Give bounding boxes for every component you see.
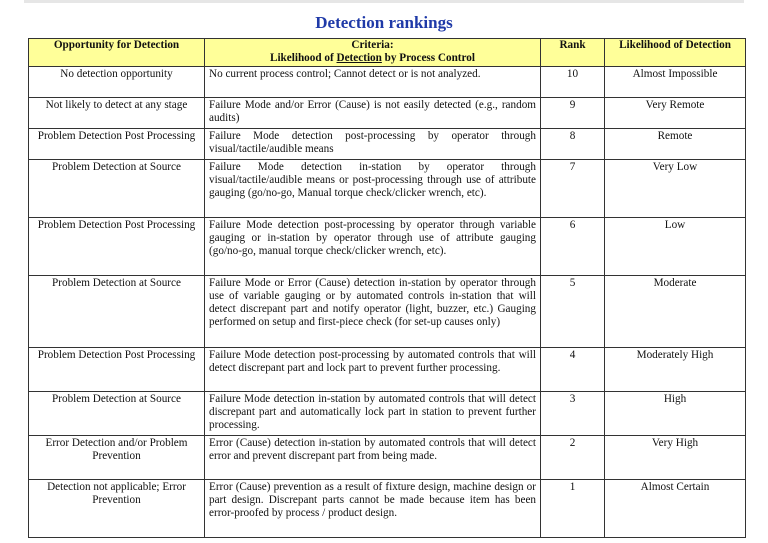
cell-criteria: Failure Mode detection post-processing by operator through visual/tactile/audible means (205, 129, 541, 160)
table-row (29, 480, 746, 538)
header-criteria-emphasis: Detection (336, 51, 382, 64)
cell-criteria: Failure Mode detection in-station by automated controls that will detect discrepant part and automatically lock part in station to prevent further processing. (205, 392, 541, 436)
cell-rank: 3 (541, 392, 605, 436)
cell-opportunity: No detection opportunity (29, 67, 205, 98)
page-title: Detection rankings (315, 13, 453, 32)
detection-rankings-table (28, 38, 746, 538)
cell-criteria: Failure Mode detection post-processing by operator through variable gauging or in-station by operator through use of attribute gauging (go/no-go, manual torque check/clicker wrench, etc). (205, 218, 541, 276)
cell-rank: 1 (541, 480, 605, 538)
cell-criteria: Failure Mode or Error (Cause) detection in-station by operator through use of variable gauging or by automated controls in-station that will detect discrepant part and notify operator (light, buzzer, etc.) Gauging performed on setup and first-piece check (for set-up causes only) (205, 276, 541, 348)
top-divider (24, 0, 744, 3)
cell-rank: 2 (541, 436, 605, 480)
cell-rank: 10 (541, 67, 605, 98)
cell-likelihood: Almost Certain (605, 480, 746, 538)
cell-opportunity: Problem Detection Post Processing (29, 129, 205, 160)
table-row (29, 392, 746, 436)
table-header-row (29, 39, 746, 67)
cell-likelihood: Very Low (605, 160, 746, 218)
header-criteria-line2: Likelihood of Detection by Process Control (269, 51, 475, 64)
table-row (29, 129, 746, 160)
header-opportunity-label: Opportunity for Detection (53, 39, 180, 51)
table-row (29, 276, 746, 348)
header-criteria (205, 39, 541, 67)
cell-opportunity: Problem Detection at Source (29, 276, 205, 348)
header-rank-label: Rank (559, 39, 586, 51)
header-rank (541, 39, 605, 67)
cell-opportunity: Problem Detection at Source (29, 392, 205, 436)
header-likelihood-label: Likelihood of Detection (619, 39, 731, 51)
cell-likelihood: Moderately High (605, 348, 746, 392)
table-row (29, 218, 746, 276)
cell-rank: 4 (541, 348, 605, 392)
table-row (29, 160, 746, 218)
cell-opportunity: Detection not applicable; Error Prevention (29, 480, 205, 538)
cell-opportunity: Error Detection and/or Problem Prevention (29, 436, 205, 480)
cell-likelihood: Remote (605, 129, 746, 160)
cell-rank: 9 (541, 98, 605, 129)
header-likelihood (605, 39, 746, 67)
cell-criteria: Failure Mode detection post-processing by automated controls that will detect discrepant part and lock part to prevent further processing. (205, 348, 541, 392)
cell-likelihood: Moderate (605, 276, 746, 348)
table-row (29, 348, 746, 392)
cell-rank: 8 (541, 129, 605, 160)
cell-criteria: Error (Cause) prevention as a result of fixture design, machine design or part design. Discrepant parts cannot be made because item has been error-proofed by process / product design. (205, 480, 541, 538)
table-row (29, 67, 746, 98)
cell-likelihood: Low (605, 218, 746, 276)
cell-likelihood: Almost Impossible (605, 67, 746, 98)
cell-criteria: Failure Mode and/or Error (Cause) is not easily detected (e.g., random audits) (205, 98, 541, 129)
table-row (29, 98, 746, 129)
cell-criteria: Error (Cause) detection in-station by automated controls that will detect error and prevent discrepant part from being made. (205, 436, 541, 480)
header-opportunity (29, 39, 205, 67)
cell-opportunity: Problem Detection at Source (29, 160, 205, 218)
cell-opportunity: Problem Detection Post Processing (29, 348, 205, 392)
header-criteria-line1: Criteria: (351, 39, 394, 51)
cell-likelihood: Very Remote (605, 98, 746, 129)
cell-opportunity: Problem Detection Post Processing (29, 218, 205, 276)
cell-likelihood: Very High (605, 436, 746, 480)
cell-rank: 7 (541, 160, 605, 218)
cell-criteria: No current process control; Cannot detect or is not analyzed. (205, 67, 541, 98)
cell-likelihood: High (605, 392, 746, 436)
table-row (29, 436, 746, 480)
cell-opportunity: Not likely to detect at any stage (29, 98, 205, 129)
cell-rank: 5 (541, 276, 605, 348)
cell-criteria: Failure Mode detection in-station by operator through visual/tactile/audible means or post-processing through use of attribute gauging (go/no-go, Manual torque check/clicker wrench, etc). (205, 160, 541, 218)
cell-rank: 6 (541, 218, 605, 276)
